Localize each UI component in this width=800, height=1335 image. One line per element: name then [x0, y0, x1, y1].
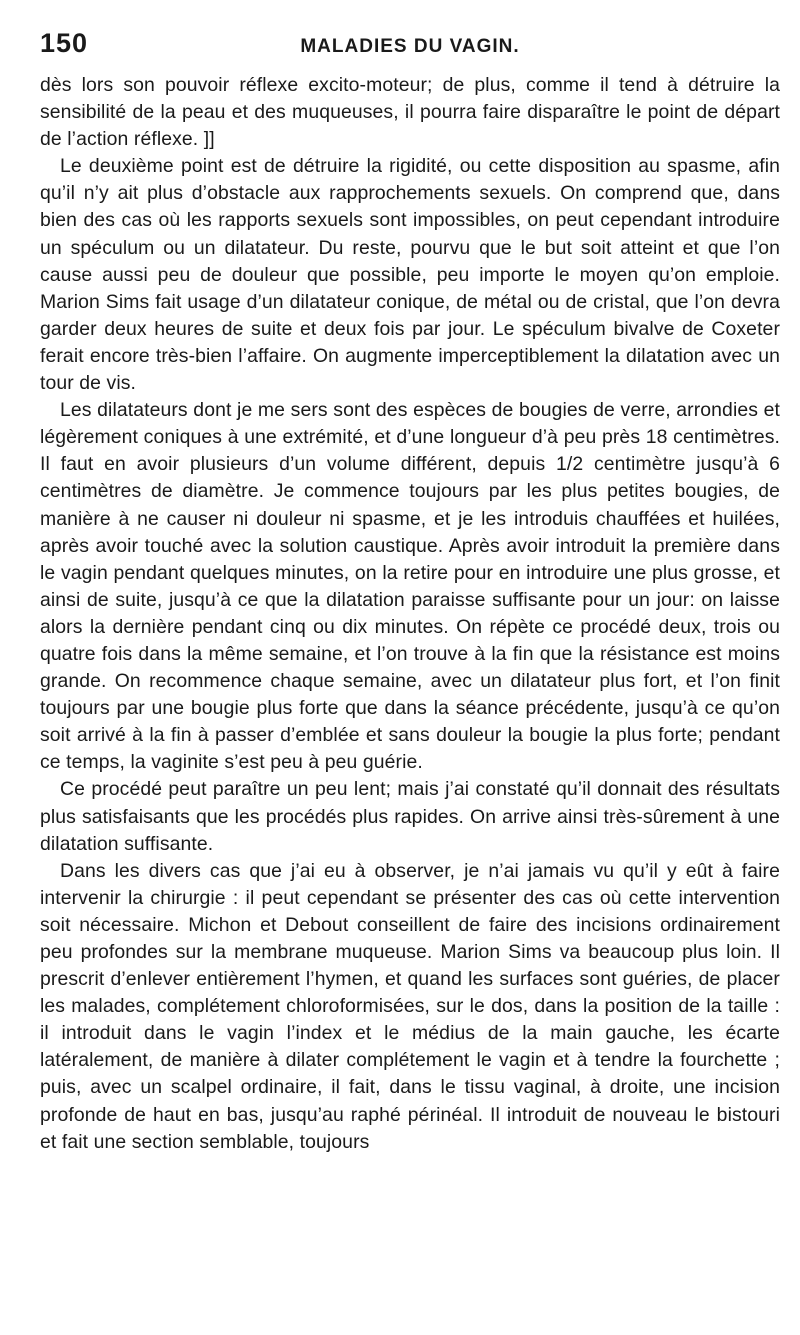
paragraph: Les dilatateurs dont je me sers sont des espèces de bougies de verre, arrondies et légèrement coniques à une extrémité, et d’une longueur d’à peu près 18 centimètres. Il faut en avoir plusieurs d’un volume différent, depuis 1/2 centimètre jusqu’à 6 centimètres de diamètre. Je commence toujours par les plus petites bougies, de manière à ne causer ni douleur ni spasme, et je les introduis chauffées et huilées, après avoir touché avec la solution caustique. Après avoir introduit la première dans le vagin pendant quelques minutes, on la retire pour en introduire une plus grosse, et ainsi de suite, jusqu’à ce que la dilatation paraisse suffisante pour un jour: on laisse alors la dernière pendant cinq ou dix minutes. On répète ce procédé deux, trois ou quatre fois dans la même semaine, et l’on trouve à la fin que la résistance est moins grande. On recommence chaque semaine, avec un dilatateur plus fort, et l’on finit toujours par une bougie plus forte que dans la séance précédente, jusqu’à ce qu’on soit arrivé à la fin à passer d’emblée et sans douleur la bougie la plus forte; pendant ce temps, la vaginite s’est peu à peu guérie. — [40, 399, 780, 774]
paragraph-continued: dès lors son pouvoir réflexe excito-moteur; de plus, comme il tend à détruire la sensibilité de la peau et des muqueuses, il pourra faire disparaître le point de départ de l’action réflexe. ]] — [40, 74, 780, 151]
page-number: 150 — [40, 28, 89, 58]
paragraph: Ce procédé peut paraître un peu lent; mais j’ai constaté qu’il donnait des résultats plus satisfaisants que les procédés plus rapides. On arrive ainsi très-sûrement à une dilatation suffisante. — [40, 778, 780, 855]
page-header — [40, 14, 780, 72]
running-title: MALADIES DU VAGIN. — [300, 36, 520, 57]
paragraph: Le deuxième point est de détruire la rigidité, ou cette disposition au spasme, afin qu’il n’y ait plus d’obstacle aux rapprochements sexuels. On comprend que, dans bien des cas où les rapports sexuels sont impossibles, on peut cependant introduire un spéculum ou un dilatateur. Du reste, pourvu que le but soit atteint et que l’on cause aussi peu de douleur que possible, peu importe le moyen qu’on emploie. Marion Sims fait usage d’un dilatateur conique, de métal ou de cristal, que l’on devra garder deux heures de suite et deux fois par jour. Le spéculum bivalve de Coxeter ferait encore très-bien l’affaire. On augmente imperceptiblement la dilatation avec un tour de vis. — [40, 155, 780, 395]
paragraph: Dans les divers cas que j’ai eu à observer, je n’ai jamais vu qu’il y eût à faire intervenir la chirurgie : il peut cependant se présenter des cas où cette intervention soit nécessaire. Michon et Debout conseillent de faire des incisions ordinairement peu profondes sur la membrane muqueuse. Marion Sims va beaucoup plus loin. Il prescrit d’enlever entièrement l’hymen, et quand les surfaces sont guéries, de placer les malades, complétement chloroformisées, sur le dos, dans la position de la taille : il introduit dans le vagin l’index et le médius de la main gauche, les écarte latéralement, de manière à dilater complétement le vagin et à tendre la fourchette ; puis, avec un scalpel ordinaire, il fait, dans le tissu vaginal, à droite, une incision profonde de haut en bas, jusqu’au raphé périnéal. Il introduit de nouveau le bistouri et fait une section semblable, toujours — [40, 859, 780, 1153]
body-text — [40, 72, 780, 1156]
